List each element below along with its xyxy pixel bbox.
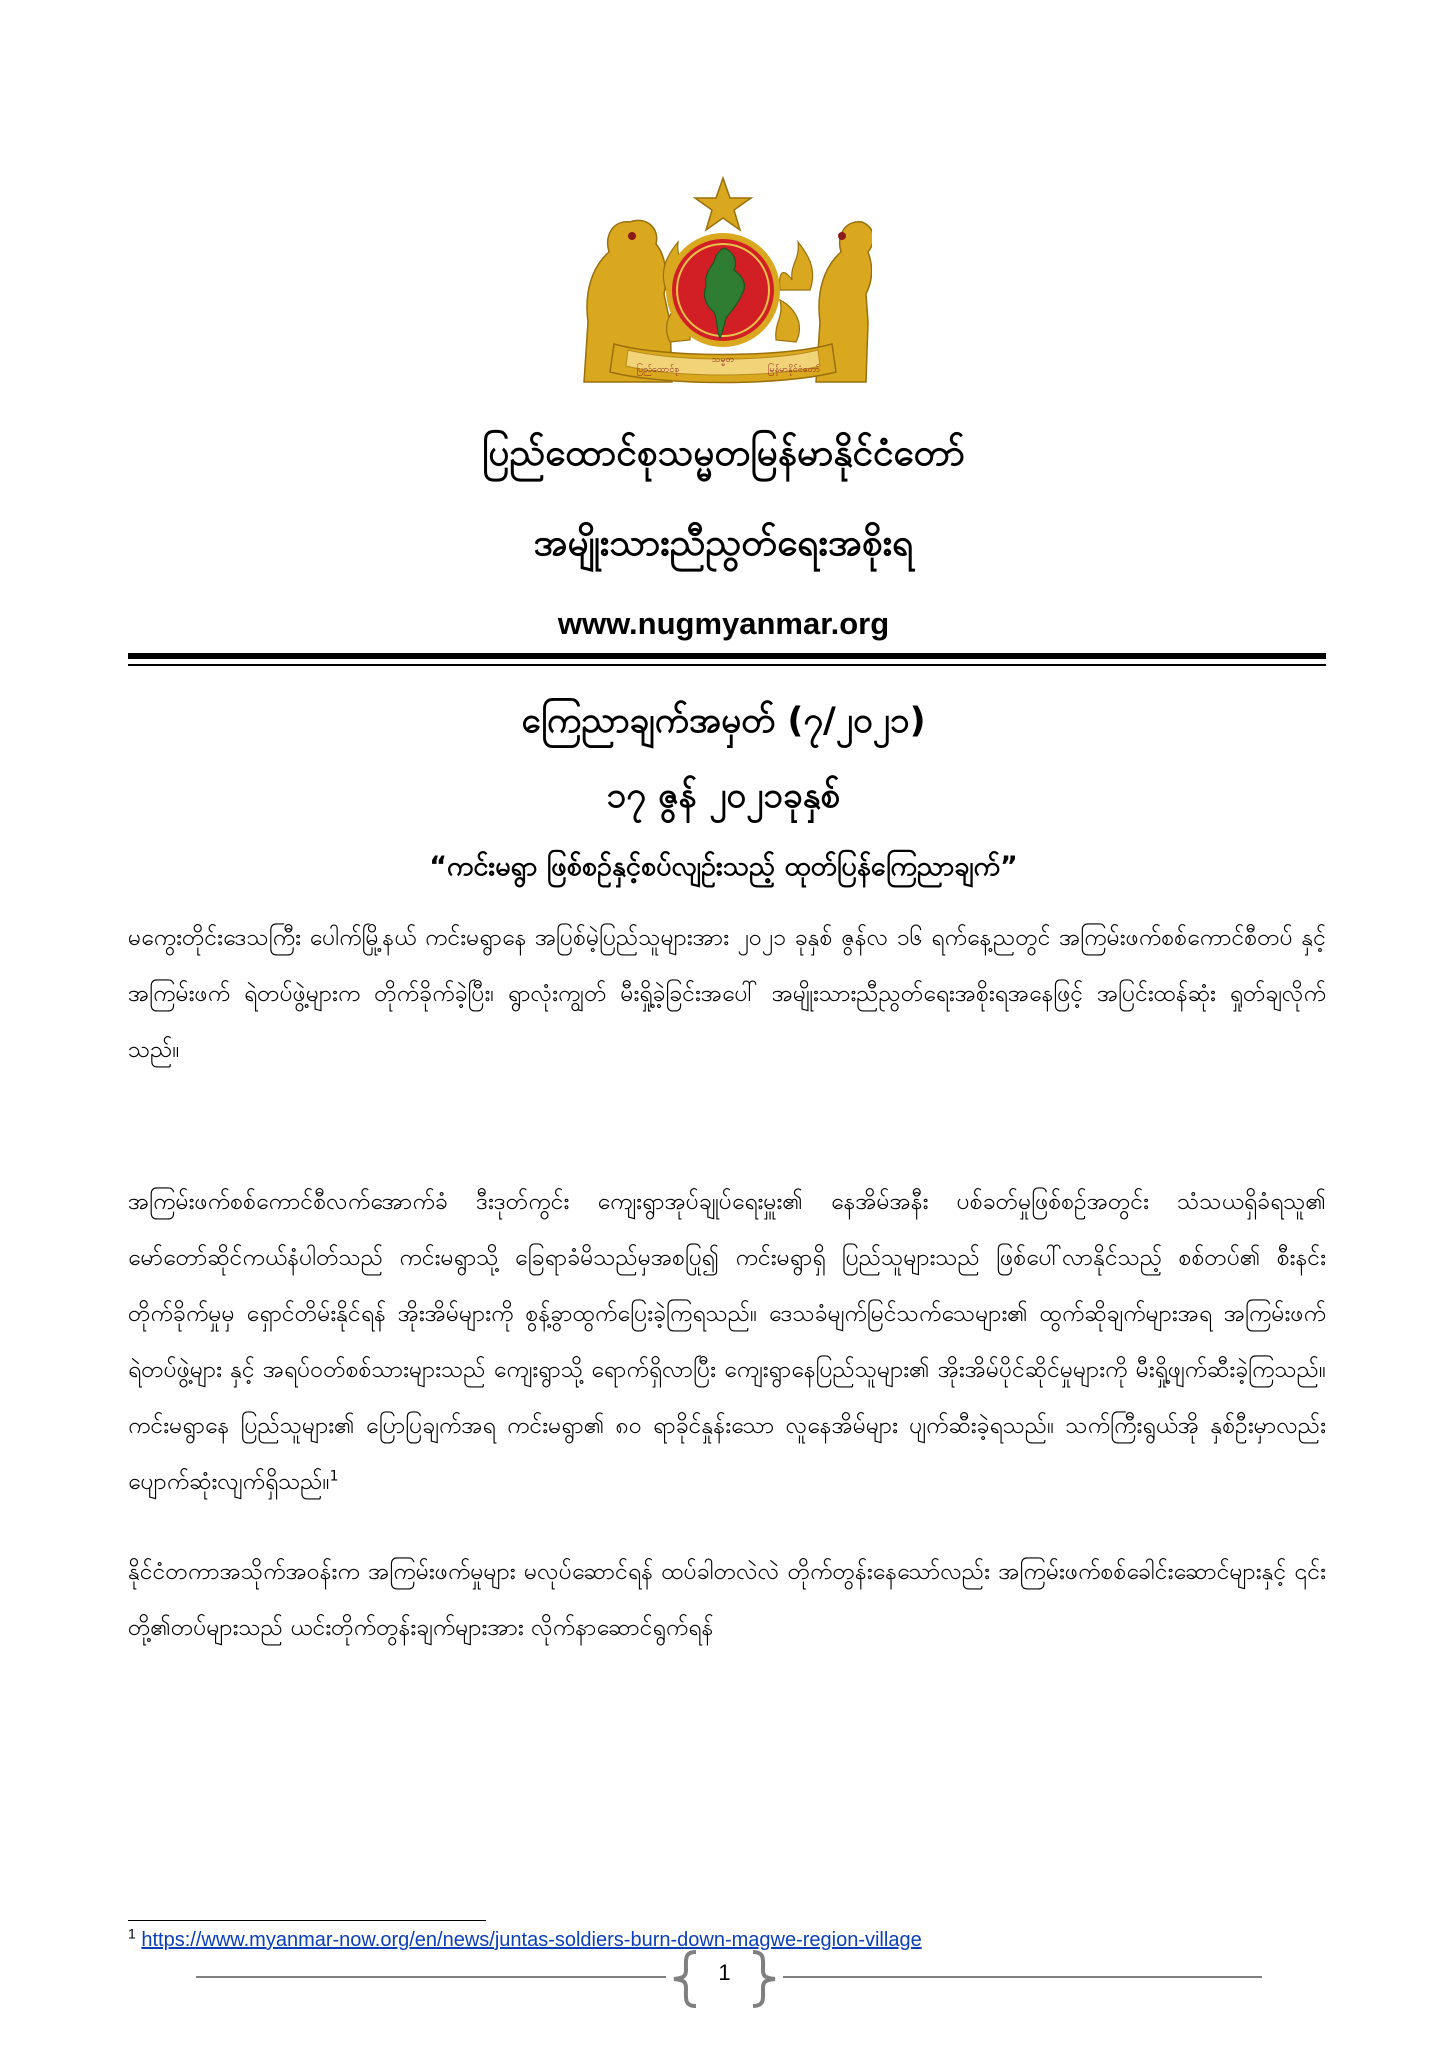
emblem-ribbon-center: သမ္မတ [711,355,735,365]
statement-number: ကြေညာချက်အမှတ် (၇/၂၀၂၁) [521,701,926,741]
emblem-ribbon-left: ပြည်ထောင်စု [636,365,680,375]
footnote-marker[interactable]: 1 [329,1468,339,1485]
government-name: အမျိုးသားညီညွတ်ရေးအစိုးရ [533,521,914,564]
paragraph-1 [128,910,1326,1078]
emblem-ribbon-right: မြန်မာနိုင်ငံတော် [767,365,821,375]
country-name: ပြည်ထောင်စုသမ္မတမြန်မာနိုင်ငံတော် [482,431,965,474]
website-address[interactable]: www.nugmyanmar.org [557,606,890,641]
footer-line-right [783,1976,1262,1978]
state-emblem-icon [574,172,872,398]
page-number: 1 [718,1960,731,1985]
footnote-link[interactable]: https://www.myanmar-now.org/en/news/juntas-soldiers-burn-down-magwe-region-village [141,1929,922,1951]
footnote-number: 1 [128,1925,136,1942]
paragraph-3 [128,1544,1326,1656]
paragraph-2-text: အကြမ်းဖက်စစ်ကောင်စီလက်အောက်ခံ ဒီးဒုတ်ကွင်း ကျေးရွာအုပ်ချုပ်ရေးမှူး၏ နေအိမ်အနီး ပစ်ခတ်မှုဖြစ်စဉ်အတွင်း သံသယရှိခံရသူ၏ မော်တော်ဆိုင်ကယ်နံပါတ်သည် ကင်းမရွာသို့ ခြေရာခံမိသည်မှအစပြု၍ ကင်းမရွာရှိ ပြည်သူများသည် ဖြစ်ပေါ်လာနိုင်သည့် စစ်တပ်၏ စီးနင်းတိုက်ခိုက်မှုမှ ရှောင်တိမ်းနိုင်ရန် အိုးအိမ်များကို စွန့်ခွာထွက်ပြေးခဲ့ကြရသည်။ ဒေသခံမျက်မြင်သက်သေများ၏ ထွက်ဆိုချက်များအရ အကြမ်းဖက် ရဲတပ်ဖွဲ့များ နှင့် အရပ်ဝတ်စစ်သားများသည် ကျေးရွာသို့ ရောက်ရှိလာပြီး ကျေးရွာနေပြည်သူများ၏ အိုးအိမ်ပိုင်ဆိုင်မှုများကို မီးရှို့ဖျက်ဆီးခဲ့ကြသည်။ ကင်းမရွာနေ ပြည်သူများ၏ ပြောပြချက်အရ ကင်းမရွာ၏ ၈၀ ရာခိုင်နှုန်းသော လူနေအိမ်များ ပျက်ဆီးခဲ့ရသည်။ သက်ကြီးရွယ်အို နှစ်ဦးမှာလည်း ပျောက်ဆုံးလျက်ရှိသည်။ [128,1189,1326,1495]
paragraph-1-text: မကွေးတိုင်းဒေသကြီး ပေါက်မြို့နယ် ကင်းမရွာနေ အပြစ်မဲ့ပြည်သူများအား ၂၀၂၁ ခုနှစ် ဇွန်လ ၁၆ ရက်နေ့ညတွင် အကြမ်းဖက်စစ်ကောင်စီတပ် နှင့် အကြမ်းဖက် ရဲတပ်ဖွဲ့များက တိုက်ခိုက်ခဲ့ပြီး၊ ရွာလုံးကျွတ် မီးရှို့ခဲ့ခြင်းအပေါ် အမျိုးသားညီညွတ်ရေးအစိုးရအနေဖြင့် အပြင်းထန်ဆုံး ရှုတ်ချလိုက်သည်။ [128,925,1326,1063]
paragraph-3-text: နိုင်ငံတကာအသိုက်အဝန်းက အကြမ်းဖက်မှုများ မလုပ်ဆောင်ရန် ထပ်ခါတလဲလဲ တိုက်တွန်းနေသော်လည်း အကြမ်းဖက်စစ်ခေါင်းဆောင်များနှင့် ၎င်းတို့၏တပ်များသည် ယင်းတိုက်တွန်းချက်များအား လိုက်နာဆောင်ရွက်ရန် [128,1559,1326,1641]
footnote-divider [128,1920,486,1921]
right-brace-icon [743,1950,783,2008]
paragraph-2 [128,1174,1326,1510]
statement-date: ၁၇ ဇွန် ၂၀၂၁ခုနှစ် [606,776,841,816]
header-divider-thin [128,664,1326,666]
footer-line-left [196,1976,666,1978]
statement-title: “ကင်းမရွာ ဖြစ်စဉ်နှင့်စပ်လျဉ်းသည့် ထုတ်ပြန်ကြေညာချက်” [429,851,1018,882]
header-divider-thick [128,653,1326,659]
left-brace-icon [666,1950,706,2008]
footnote [128,1925,922,1952]
